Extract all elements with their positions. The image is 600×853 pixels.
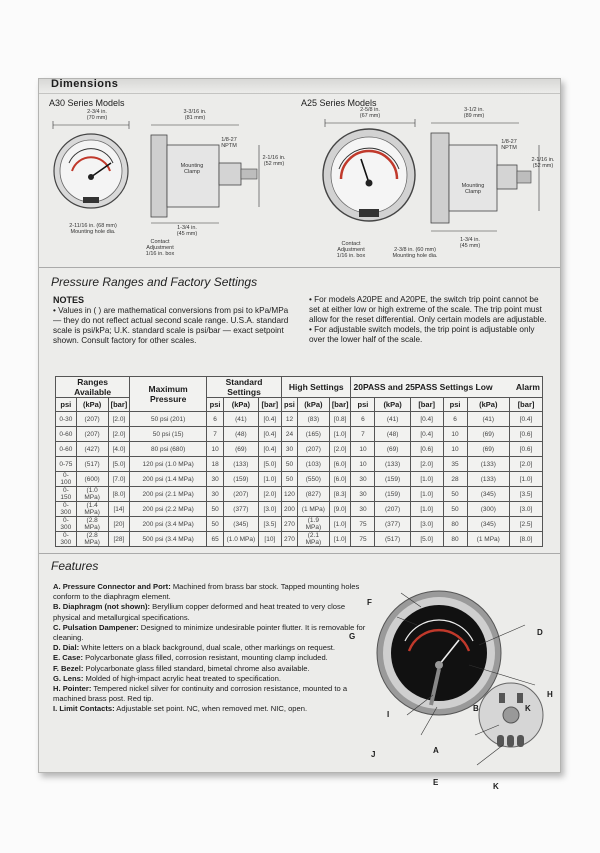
table-cell: 50 [207,517,224,532]
table-cell: (1 MPa) [467,532,510,547]
table-cell: (159) [224,472,259,487]
table-cell: (48) [224,427,259,442]
table-cell: [0.4] [510,412,543,427]
table-cell: [8.0] [108,487,130,502]
feature-item [53,623,371,643]
table-cell: [4.0] [108,442,130,457]
table-cell: (41) [467,412,510,427]
table-cell: [28] [108,532,130,547]
table-cell: 200 [282,502,298,517]
table-cell: (133) [467,457,510,472]
a30-mount-dim: 2-11/16 in. (68 mm) Mounting hole dia. [69,223,117,235]
table-cell: (827) [297,487,329,502]
callout-d: D [537,628,543,637]
callout-k: K [525,704,531,713]
unit-kpa: (kPa) [297,398,329,412]
pressure-section-title: Pressure Ranges and Factory Settings [51,275,258,289]
table-cell: 75 [351,517,375,532]
a25-clamp-label: Mounting Clamp [461,183,485,195]
table-cell: 0-300 [56,502,77,517]
feature-text: Designed to minimize undesirable pointer flutter. It is removable for cleaning. [53,622,366,643]
feature-item [53,684,371,704]
table-cell: (41) [375,412,410,427]
callout-a: A [433,746,439,755]
table-cell: [1.0] [410,502,443,517]
table-cell: 7 [207,427,224,442]
table-cell: [5.0] [108,457,130,472]
callout-k2: K [493,782,499,791]
col-ranges: Ranges Available [56,377,130,398]
table-row [56,517,543,532]
callout-f: F [367,598,372,607]
table-cell: 200 psi (2.1 MPa) [130,487,207,502]
table-row [56,412,543,427]
table-cell: 0-300 [56,532,77,547]
table-cell: [1.0] [410,472,443,487]
a30-front-width-dim: 2-3/4 in. (70 mm) [86,109,108,121]
table-cell: (207) [297,442,329,457]
unit-bar: [bar] [410,398,443,412]
gauge-illustration [339,585,560,772]
table-cell: 10 [443,427,467,442]
table-cell: [2.0] [329,442,351,457]
a25-side-width-dim: 3-1/2 in. (89 mm) [463,107,485,119]
table-cell: (207) [76,427,108,442]
table-cell: [2.0] [108,412,130,427]
feature-item [53,664,371,674]
table-cell: 500 psi (3.4 MPa) [130,532,207,547]
table-cell: 7 [351,427,375,442]
table-cell: [0.4] [410,427,443,442]
table-cell: (2.8 MPa) [76,517,108,532]
table-cell: [0.4] [258,427,281,442]
table-cell: 30 [351,502,375,517]
unit-bar: [bar] [108,398,130,412]
table-cell: [3.0] [410,517,443,532]
table-cell: [0.8] [329,412,351,427]
table-cell: 30 [351,487,375,502]
table-cell: [2.5] [510,517,543,532]
table-cell: 120 [282,487,298,502]
pressure-table [55,376,543,547]
table-cell: (69) [467,442,510,457]
table-cell: (207) [76,412,108,427]
table-cell: 50 psi (15) [130,427,207,442]
table-cell: (69) [467,427,510,442]
a30-clamp-label: Mounting Clamp [180,163,204,175]
table-cell: [6.0] [329,472,351,487]
unit-kpa: (kPa) [76,398,108,412]
table-cell: 30 [282,442,298,457]
a30-side-width-dim: 3-3/16 in. (81 mm) [183,109,207,121]
table-cell: (207) [375,502,410,517]
table-cell: 0-75 [56,457,77,472]
callout-i: I [387,710,390,719]
a25-height-dim: 2-1/16 in. (52 mm) [531,157,555,169]
table-cell: 50 [282,457,298,472]
col-high: High Settings [282,377,351,398]
table-cell: [5.0] [410,532,443,547]
table-cell: [0.6] [410,442,443,457]
table-cell: [3.0] [258,502,281,517]
table-row [56,532,543,547]
feature-label: C. Pulsation Dampener: [53,622,139,632]
feature-label: D. Dial: [53,643,80,653]
table-cell: 0-60 [56,427,77,442]
table-cell: (69) [224,442,259,457]
table-cell: (133) [224,457,259,472]
unit-psi: psi [351,398,375,412]
table-cell: (1.9 MPa) [297,517,329,532]
feature-text: White letters on a black background, dual scale, other markings on request. [79,643,335,653]
table-cell: [10] [258,532,281,547]
table-row [56,442,543,457]
feature-item [53,602,371,622]
a30-npt-label: 1/8-27 NPTM [221,137,237,149]
table-cell: 30 [207,487,224,502]
table-cell: (133) [375,457,410,472]
feature-item [53,653,371,663]
table-cell: 6 [207,412,224,427]
table-cell: 50 [443,502,467,517]
table-cell: 10 [351,457,375,472]
unit-psi: psi [56,398,77,412]
a25-npt-label: 1/8-27 NPTM [501,139,517,151]
table-cell: (345) [467,517,510,532]
notes-heading: NOTES [53,295,85,305]
table-cell: 120 psi (1.0 MPa) [130,457,207,472]
a25-mount-dim: 2-3/8 in. (60 mm) Mounting hole dia. [392,247,438,259]
features-list [53,582,371,715]
table-cell: 12 [282,412,298,427]
dimensions-heading: Dimensions [51,78,119,90]
table-cell: 0-60 [56,442,77,457]
feature-item [53,643,371,653]
feature-label: A. Pressure Connector and Port: [53,582,171,591]
table-cell: [0.6] [510,442,543,457]
feature-label: H. Pointer: [53,684,92,694]
table-cell: [0.6] [510,427,543,442]
unit-kpa: (kPa) [375,398,410,412]
table-cell: [7.0] [108,472,130,487]
table-cell: 18 [207,457,224,472]
table-cell: (103) [297,457,329,472]
feature-text: Tempered nickel silver for continuity and corrosion resistance, mounted to a machined brass post. Red tip. [53,684,348,704]
table-cell: (165) [297,427,329,442]
unit-bar: [bar] [510,398,543,412]
table-cell: 75 [351,532,375,547]
table-cell: 24 [282,427,298,442]
table-cell: 200 psi (3.4 MPa) [130,517,207,532]
feature-item [53,582,371,602]
table-cell: (1.0 MPa) [224,532,259,547]
table-cell: 30 [207,472,224,487]
table-cell: (83) [297,412,329,427]
table-cell: 80 [443,532,467,547]
table-cell: 270 [282,532,298,547]
table-cell: (517) [76,457,108,472]
table-cell: (159) [375,487,410,502]
table-cell: (2.8 MPa) [76,532,108,547]
feature-text: Beryllium copper deformed and heat treated to very close physical and metallurgical specifications. [53,602,346,622]
table-cell: 80 [443,517,467,532]
table-row [56,457,543,472]
table-cell: [2.0] [258,487,281,502]
table-cell: (69) [375,442,410,457]
table-cell: 10 [351,442,375,457]
unit-psi: psi [282,398,298,412]
notes-left-text: • Values in ( ) are mathematical conversions from psi to kPa/MPa — they do not reflect actual second scale range. U.S.A. standard scale is psi/kPa; U.K. standard scale is psi/bar — exact setpoint shown. Consult factory for other scales. [53,306,289,345]
table-cell: [2.0] [108,427,130,442]
table-cell: (133) [467,472,510,487]
a25-model-label: A25 Series Models [301,98,377,108]
table-cell: (48) [375,427,410,442]
feature-item [53,704,371,714]
feature-label: G. Lens: [53,673,84,683]
table-cell: [2.0] [510,457,543,472]
a30-model-label: A30 Series Models [49,98,125,108]
callout-e: E [433,778,439,787]
table-cell: 200 psi (1.4 MPa) [130,472,207,487]
col-max-pressure: Maximum Pressure [130,377,207,412]
feature-text: Polycarbonate glass filled, corrosion resistant, mounting clamp included. [82,653,328,663]
table-cell: [3.5] [258,517,281,532]
table-row [56,487,543,502]
table-cell: [20] [108,517,130,532]
feature-text: Machined from brass bar stock. Tapped mounting holes conform to the diaphragm element. [53,582,360,602]
table-cell: 50 [282,472,298,487]
unit-bar: [bar] [258,398,281,412]
table-cell: 0-150 [56,487,77,502]
feature-label: B. Diaphragm (not shown): [53,602,151,612]
notes-right: • For models A20PE and A20PE, the switch trip point cannot be set at either low or high extreme of the scale. The trip point must allow for the reset differential. Only certain models are adjustable. • For adjustable switch models, the trip point is adjustable only over the lower half of the scale. [309,295,547,344]
unit-kpa: (kPa) [467,398,510,412]
table-cell: [2.0] [410,457,443,472]
table-cell: 50 [443,487,467,502]
table-cell: (2.1 MPa) [297,532,329,547]
unit-bar: [bar] [329,398,351,412]
col-pass-settings: 20PASS and 25PASS Settings Low Alarm [351,377,543,398]
table-cell: [0.4] [258,412,281,427]
table-cell: [1.0] [510,472,543,487]
table-row [56,472,543,487]
callout-h: H [547,690,553,699]
table-cell: (1.0 MPa) [76,487,108,502]
table-cell: 35 [443,457,467,472]
table-cell: 200 psi (2.2 MPa) [130,502,207,517]
table-cell: (550) [297,472,329,487]
table-cell: (41) [224,412,259,427]
unit-psi: psi [443,398,467,412]
a25-depth-dim: 1-3/4 in. (45 mm) [459,237,481,249]
feature-label: I. Limit Contacts: [53,704,115,714]
table-cell: 50 [207,502,224,517]
table-cell: 6 [443,412,467,427]
features-section-title: Features [51,559,99,573]
feature-text: Polycarbonate glass filled standard, bimetal chrome also available. [83,663,310,673]
table-cell: [1.0] [329,517,351,532]
table-cell: (207) [224,487,259,502]
table-cell: [1.0] [329,532,351,547]
table-cell: [0.4] [410,412,443,427]
table-cell: [6.0] [329,457,351,472]
table-cell: (427) [76,442,108,457]
table-cell: [1.0] [329,427,351,442]
a30-depth-dim: 1-3/4 in. (45 mm) [176,225,198,237]
table-cell: (1.4 MPa) [76,502,108,517]
feature-item [53,674,371,684]
a25-contact-label: Contact Adjustment 1/16 in. box [336,241,366,259]
table-cell: 270 [282,517,298,532]
table-cell: [14] [108,502,130,517]
table-cell: 30 [351,472,375,487]
table-cell: 65 [207,532,224,547]
table-cell: [0.4] [258,442,281,457]
table-cell: (377) [224,502,259,517]
table-cell: [5.0] [258,457,281,472]
table-row [56,502,543,517]
feature-text: Adjustable set point. NC, when removed met. NIC, open. [114,704,308,714]
table-cell: [9.0] [329,502,351,517]
table-cell: [1.0] [410,487,443,502]
a25-front-width-dim: 2-5/8 in. (67 mm) [359,107,381,119]
table-cell: 0-100 [56,472,77,487]
notes-left [53,295,293,346]
table-cell: (517) [375,532,410,547]
spec-sheet [38,78,561,791]
feature-label: E. Case: [53,653,83,663]
table-cell: [1.0] [258,472,281,487]
table-cell: [8.0] [510,532,543,547]
a30-height-dim: 2-1/16 in. (52 mm) [262,155,286,167]
a25-front-view [323,119,415,221]
table-cell: [3.5] [510,487,543,502]
divider [39,553,560,554]
table-cell: 50 psi (201) [130,412,207,427]
table-cell: 0-300 [56,517,77,532]
table-cell: (600) [76,472,108,487]
table-cell: (377) [375,517,410,532]
table-cell: (345) [224,517,259,532]
table-cell: (345) [467,487,510,502]
a30-front-view [53,121,129,208]
unit-kpa: (kPa) [224,398,259,412]
table-row [56,427,543,442]
table-cell: 10 [443,442,467,457]
table-cell: (300) [467,502,510,517]
table-cell: 10 [207,442,224,457]
table-cell: 0-30 [56,412,77,427]
divider [39,267,560,268]
callout-b: B [473,704,479,713]
table-cell: (1 MPa) [297,502,329,517]
table-cell: 80 psi (680) [130,442,207,457]
table-cell: [3.0] [510,502,543,517]
table-cell: 6 [351,412,375,427]
a30-contact-label: Contact Adjustment 1/16 in. box [145,239,175,257]
unit-psi: psi [207,398,224,412]
table-cell: 28 [443,472,467,487]
feature-text: Molded of high-impact acrylic heat treated to specification. [83,673,281,683]
feature-label: F. Bezel: [53,663,84,673]
callout-j: J [371,750,376,759]
table-cell: (159) [375,472,410,487]
pressure-table-body [56,412,543,547]
table-cell: [8.3] [329,487,351,502]
callout-g: G [349,632,356,641]
col-standard: Standard Settings [207,377,282,398]
